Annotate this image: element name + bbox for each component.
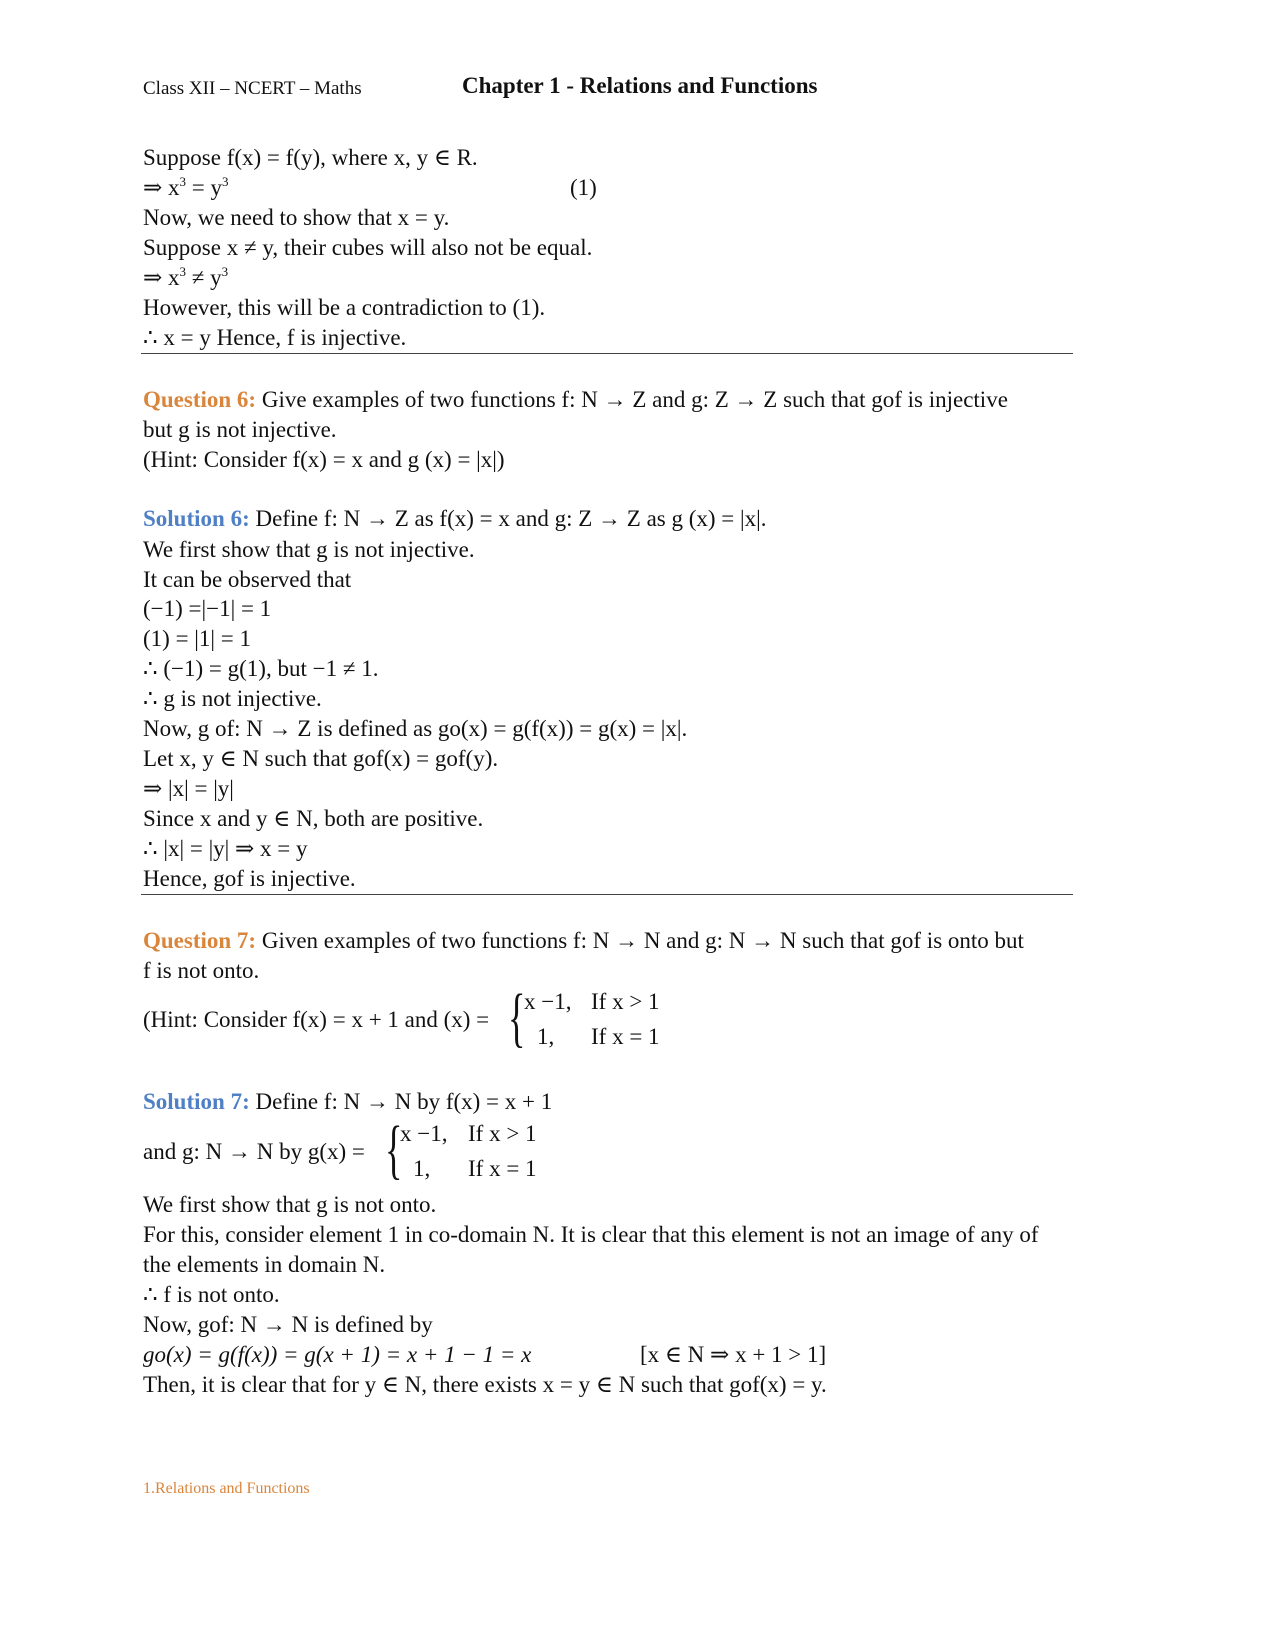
header-class-label: Class XII – NCERT – Maths [143,78,362,99]
hint-line: (Hint: Consider f(x) = x and g (x) = |x|) [143,447,505,472]
case-expression: 1, [537,1024,555,1049]
text-line: Let x, y ∈ N such that gof(x) = gof(y). [143,746,499,771]
solution-6: Solution 6: Define f: N → Z as f(x) = x and g: Z → Z as g (x) = |x|. [143,506,767,531]
solution-label: Solution 6: [143,506,250,531]
text-line: (1) = |1| = 1 [143,626,251,651]
question-label: Question 6: [143,387,257,412]
case-expression: x −1, [400,1121,448,1146]
equation-note: [x ∈ N ⇒ x + 1 > 1] [640,1342,827,1367]
text-line: Now, g of: N → Z is defined as go(x) = g(f(x)) = g(x) = |x|. [143,716,688,741]
text-line: Suppose f(x) = f(y), where x, y ∈ R. [143,145,478,170]
case-condition: If x = 1 [591,1024,660,1049]
text-line: ∴ g is not injective. [143,686,322,711]
text-line: Now, gof: N → N is defined by [143,1312,433,1337]
case-condition: If x > 1 [591,989,660,1014]
equation: go(x) = g(f(x)) = g(x + 1) = x + 1 − 1 = x [143,1342,532,1367]
text-line: the elements in domain N. [143,1252,386,1277]
text-line: Hence, gof is injective. [143,866,356,891]
section-divider [141,353,1073,354]
left-brace: { [385,1113,403,1186]
text-line: It can be observed that [143,567,352,592]
case-expression: x −1, [524,989,572,1014]
footer-chapter-label: 1.Relations and Functions [143,1480,310,1497]
case-expression: 1, [413,1156,431,1181]
text-line: Since x and y ∈ N, both are positive. [143,806,484,831]
text-line: and g: N → N by g(x) = [143,1139,365,1164]
question-7: Question 7: Given examples of two functions f: N → N and g: N → N such that gof is onto but [143,928,1024,953]
text-line: ∴ f is not onto. [143,1282,280,1307]
text-line: ⇒ $x^3 \ne y^3$ [143,264,229,290]
solution-label: Solution 7: [143,1089,250,1114]
text-line: ∴ |x| = |y| ⇒ x = y [143,836,308,861]
case-condition: If x = 1 [468,1156,537,1181]
text-line: Now, we need to show that x = y. [143,205,450,230]
question-label: Question 7: [143,928,257,953]
case-condition: If x > 1 [468,1121,537,1146]
text-line: We first show that g is not onto. [143,1192,437,1217]
solution-7: Solution 7: Define f: N → N by f(x) = x + 1 [143,1089,553,1114]
text-line: Then, it is clear that for y ∈ N, there exists x = y ∈ N such that gof(x) = y. [143,1372,827,1397]
text-line: However, this will be a contradiction to (1). [143,295,546,320]
left-brace: { [508,981,526,1054]
section-divider [141,894,1073,895]
equation-number: (1) [570,175,597,200]
text-line: ∴ (−1) = g(1), but −1 ≠ 1. [143,656,379,681]
text-line: ∴ x = y Hence, f is injective. [143,325,407,350]
text-line: but g is not injective. [143,417,337,442]
text-line: f is not onto. [143,958,260,983]
text-line: For this, consider element 1 in co-domain N. It is clear that this element is not an image of any of [143,1222,1039,1247]
hint-line: (Hint: Consider f(x) = x + 1 and (x) = [143,1007,490,1032]
question-6: Question 6: Give examples of two functions f: N → Z and g: Z → Z such that gof is injective [143,387,1008,412]
text-line: We first show that g is not injective. [143,537,475,562]
header-chapter-title: Chapter 1 - Relations and Functions [462,73,818,98]
text-line: ⇒ $x^3 = y^3$ (1) [143,173,583,203]
equation-line [143,1340,531,1370]
text-line: (−1) =|−1| = 1 [143,596,272,621]
text-line: Suppose x ≠ y, their cubes will also not be equal. [143,235,593,260]
text-line: ⇒ |x| = |y| [143,776,234,801]
